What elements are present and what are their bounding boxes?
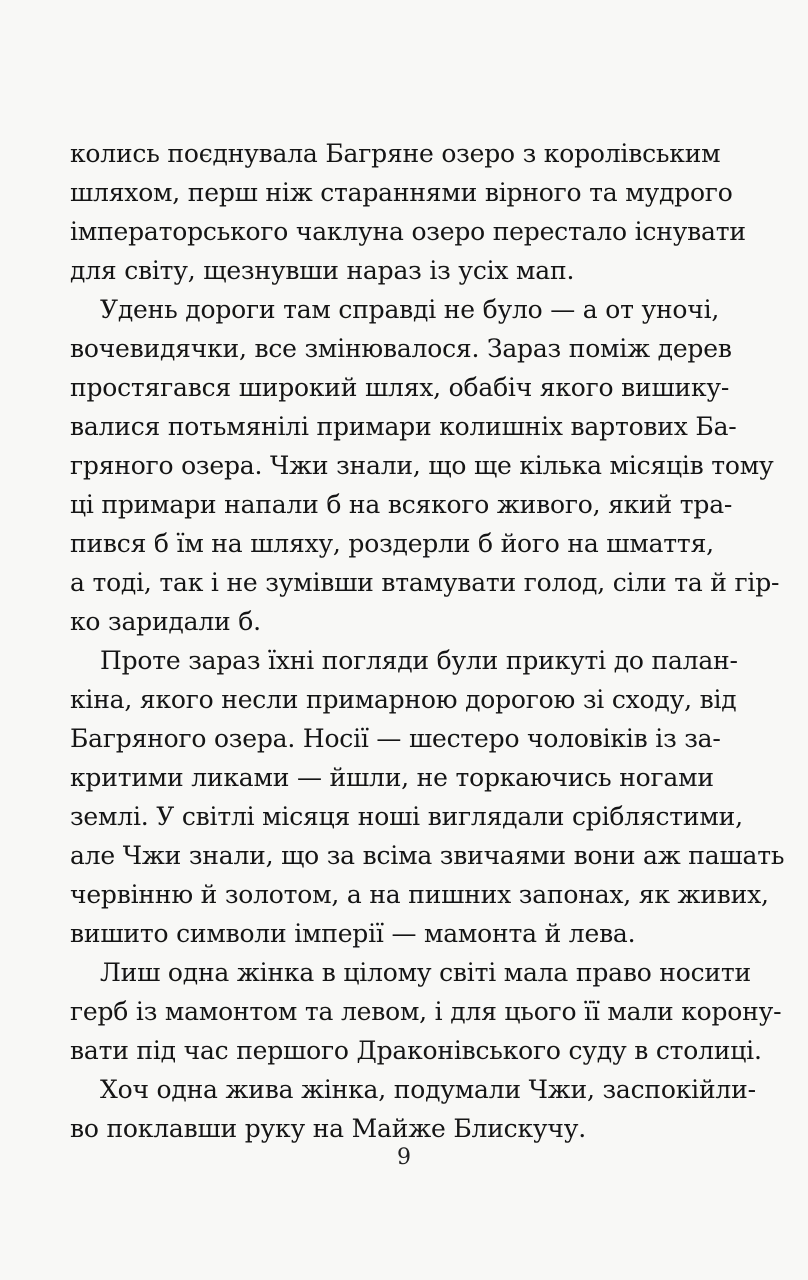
text-line: вишито символи імперії — мамонта й лева. [70,919,636,948]
text-line: шляхом, перш ніж стараннями вірного та мудрого [70,178,733,207]
text-line: Багряного озера. Носії — шестеро чоловіків із за- [70,724,721,753]
text-line: ко заридали б. [70,607,261,636]
text-line: імператорського чаклуна озеро перестало існувати [70,217,746,246]
text-line: критими ликами — йшли, не торкаючись ногами [70,763,714,792]
text-line: для світу, щезнувши нараз із усіх мап. [70,256,575,285]
text-line: простягався широкий шлях, обабіч якого вишику- [70,373,730,402]
text-line: гряного озера. Чжи знали, що ще кілька місяців тому [70,451,774,480]
text-line: вати під час першого Драконівського суду в столиці. [70,1036,762,1065]
text-line: Проте зараз їхні погляди були прикуті до палан- [100,646,738,675]
text-line: а тоді, так і не зумівши втамувати голод, сіли та й гір- [70,568,780,597]
text-line: герб із мамонтом та левом, і для цього її мали корону- [70,997,782,1026]
text-line: валися потьмянілі примари колишніх вартових Ба- [70,412,737,441]
text-line: пився б їм на шляху, роздерли б його на шмаття, [70,529,714,558]
text-line: Хоч одна жива жінка, подумали Чжи, заспокійли- [100,1075,756,1104]
text-line: ці примари напали б на всякого живого, який тра- [70,490,733,519]
text-line: червінню й золотом, а на пишних запонах, як живих, [70,880,769,909]
text-line: землі. У світлі місяця ноші виглядали сріблястими, [70,802,743,831]
text-line: кіна, якого несли примарною дорогою зі сходу, від [70,685,737,714]
page-number: 9 [397,1145,411,1170]
text-line: Удень дороги там справді не було — а от уночі, [100,295,720,324]
text-line: але Чжи знали, що за всіма звичаями вони аж пашать [70,841,785,870]
text-line: во поклавши руку на Майже Блискучу. [70,1114,586,1143]
text-line: вочевидячки, все змінювалося. Зараз поміж дерев [70,334,732,363]
text-line: Лиш одна жінка в цілому світі мала право носити [100,958,751,987]
text-line: колись поєднувала Багряне озеро з королівським [70,139,721,168]
